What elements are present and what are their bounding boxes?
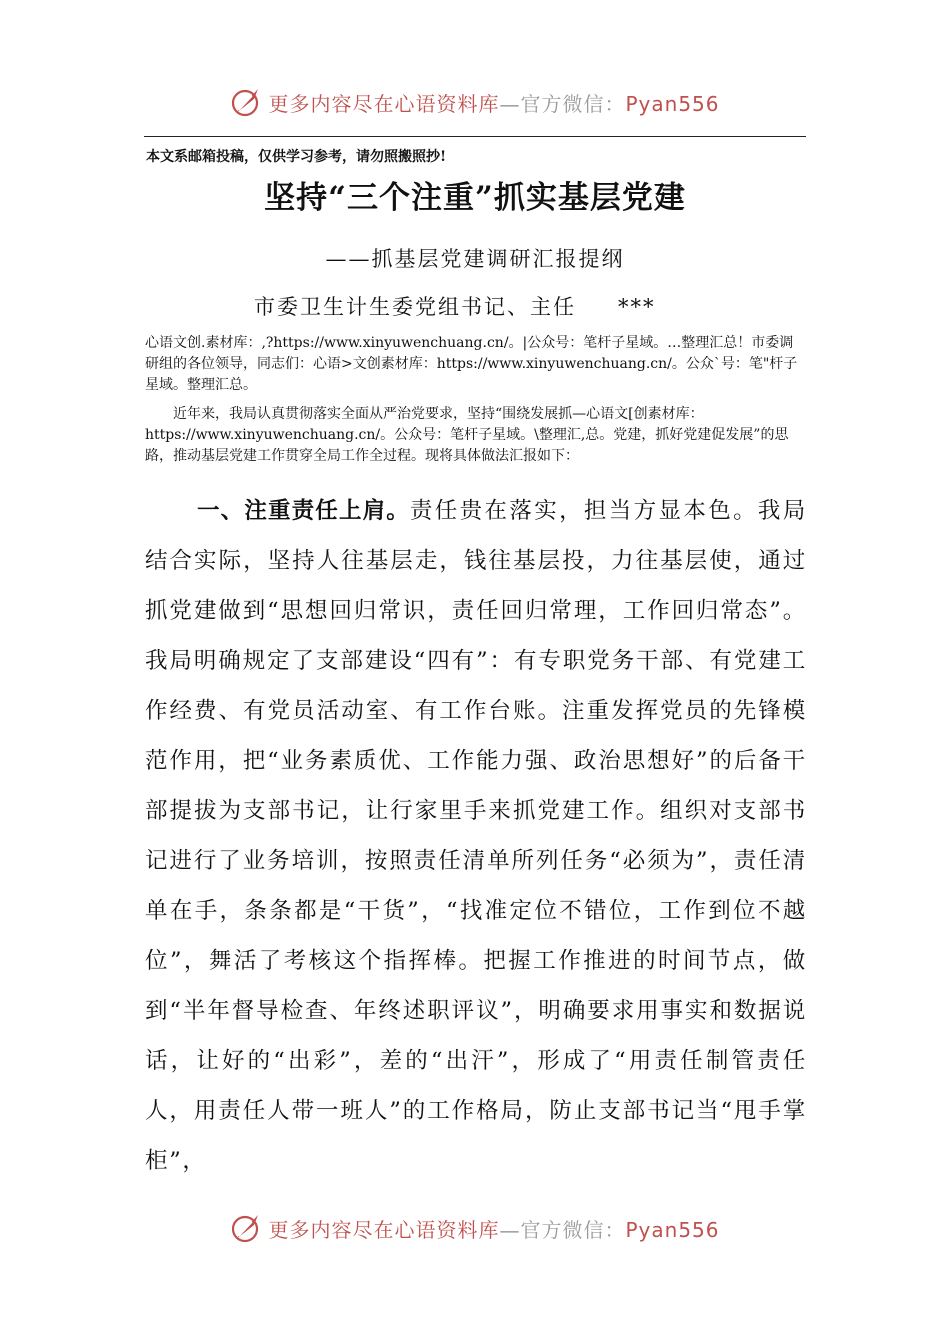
author-stars: *** <box>618 295 656 319</box>
author-line <box>254 291 656 321</box>
intro-paragraph-2: 近年来，我局认真贯彻落实全面从严治党要求，坚持“围绕发展抓—心语文[创素材库：https://www.xinyuwenchuang.cn/。公众号：笔杆子星域。\整理汇,总。党建，抓好党建促发展”的思路，推动基层党建工作贯穿全局工作全过程。现将具体做法汇报如下： <box>145 406 789 464</box>
author-name: 市委卫生计生委党组书记、主任 <box>254 295 576 319</box>
document-subtitle: ——抓基层党建调研汇报提纲 <box>325 247 625 271</box>
quill-logo-icon <box>230 85 264 119</box>
quill-logo-icon <box>230 1211 264 1245</box>
header-rule <box>144 136 806 137</box>
banner-text: 更多内容尽在心语资料库—官方微信：Pyan556 <box>268 91 720 116</box>
banner-text: 更多内容尽在心语资料库—官方微信：Pyan556 <box>268 1217 720 1242</box>
submission-notice: 本文系邮箱投稿，仅供学习参考，请勿照搬照抄! <box>146 149 447 165</box>
intro-paragraph-1: 心语文创.素材库：,?https://www.xinyuwenchuang.cn/。|公众号：笔杆子星域。…整理汇总！市委调研组的各位领导，同志们：心语>文创素材库：https://www.xinyuwenchuang.cn/。公众`号：笔"杆子星域。整理汇总。 <box>145 335 798 393</box>
footer-banner <box>0 1208 950 1248</box>
section-1-paragraph <box>145 486 807 1186</box>
document-title: 坚持“三个注重”抓实基层党建 <box>264 180 686 216</box>
header-banner <box>0 82 950 122</box>
section-1-text: 责任贵在落实，担当方显本色。我局结合实际，坚持人往基层走，钱往基层投，力往基层使，通过抓党建做到“思想回归常识，责任回归常理，工作回归常态”。我局明确规定了支部建设“四有”：有专职党务干部、有党建工作经费、有党员活动室、有工作台账。注重发挥党员的先锋模范作用，把“业务素质优、工作能力强、政治思想好”的后备干部提拔为支部书记，让行家里手来抓党建工作。组织对支部书记进行了业务培训，按照责任清单所列任务“必须为”，责任清单在手，条条都是“干货”，“找准定位不错位，工作到位不越位”，舞活了考核这个指挥棒。把握工作推进的时间节点，做到“半年督导检查、年终述职评议”，明确要求用事实和数据说话，让好的“出彩”，差的“出汗”，形成了“用责任制管责任人，用责任人带一班人”的工作格局，防止支部书记当“甩手掌柜”， <box>145 498 807 1174</box>
section-1-heading: 一、注重责任上肩。 <box>197 498 410 524</box>
